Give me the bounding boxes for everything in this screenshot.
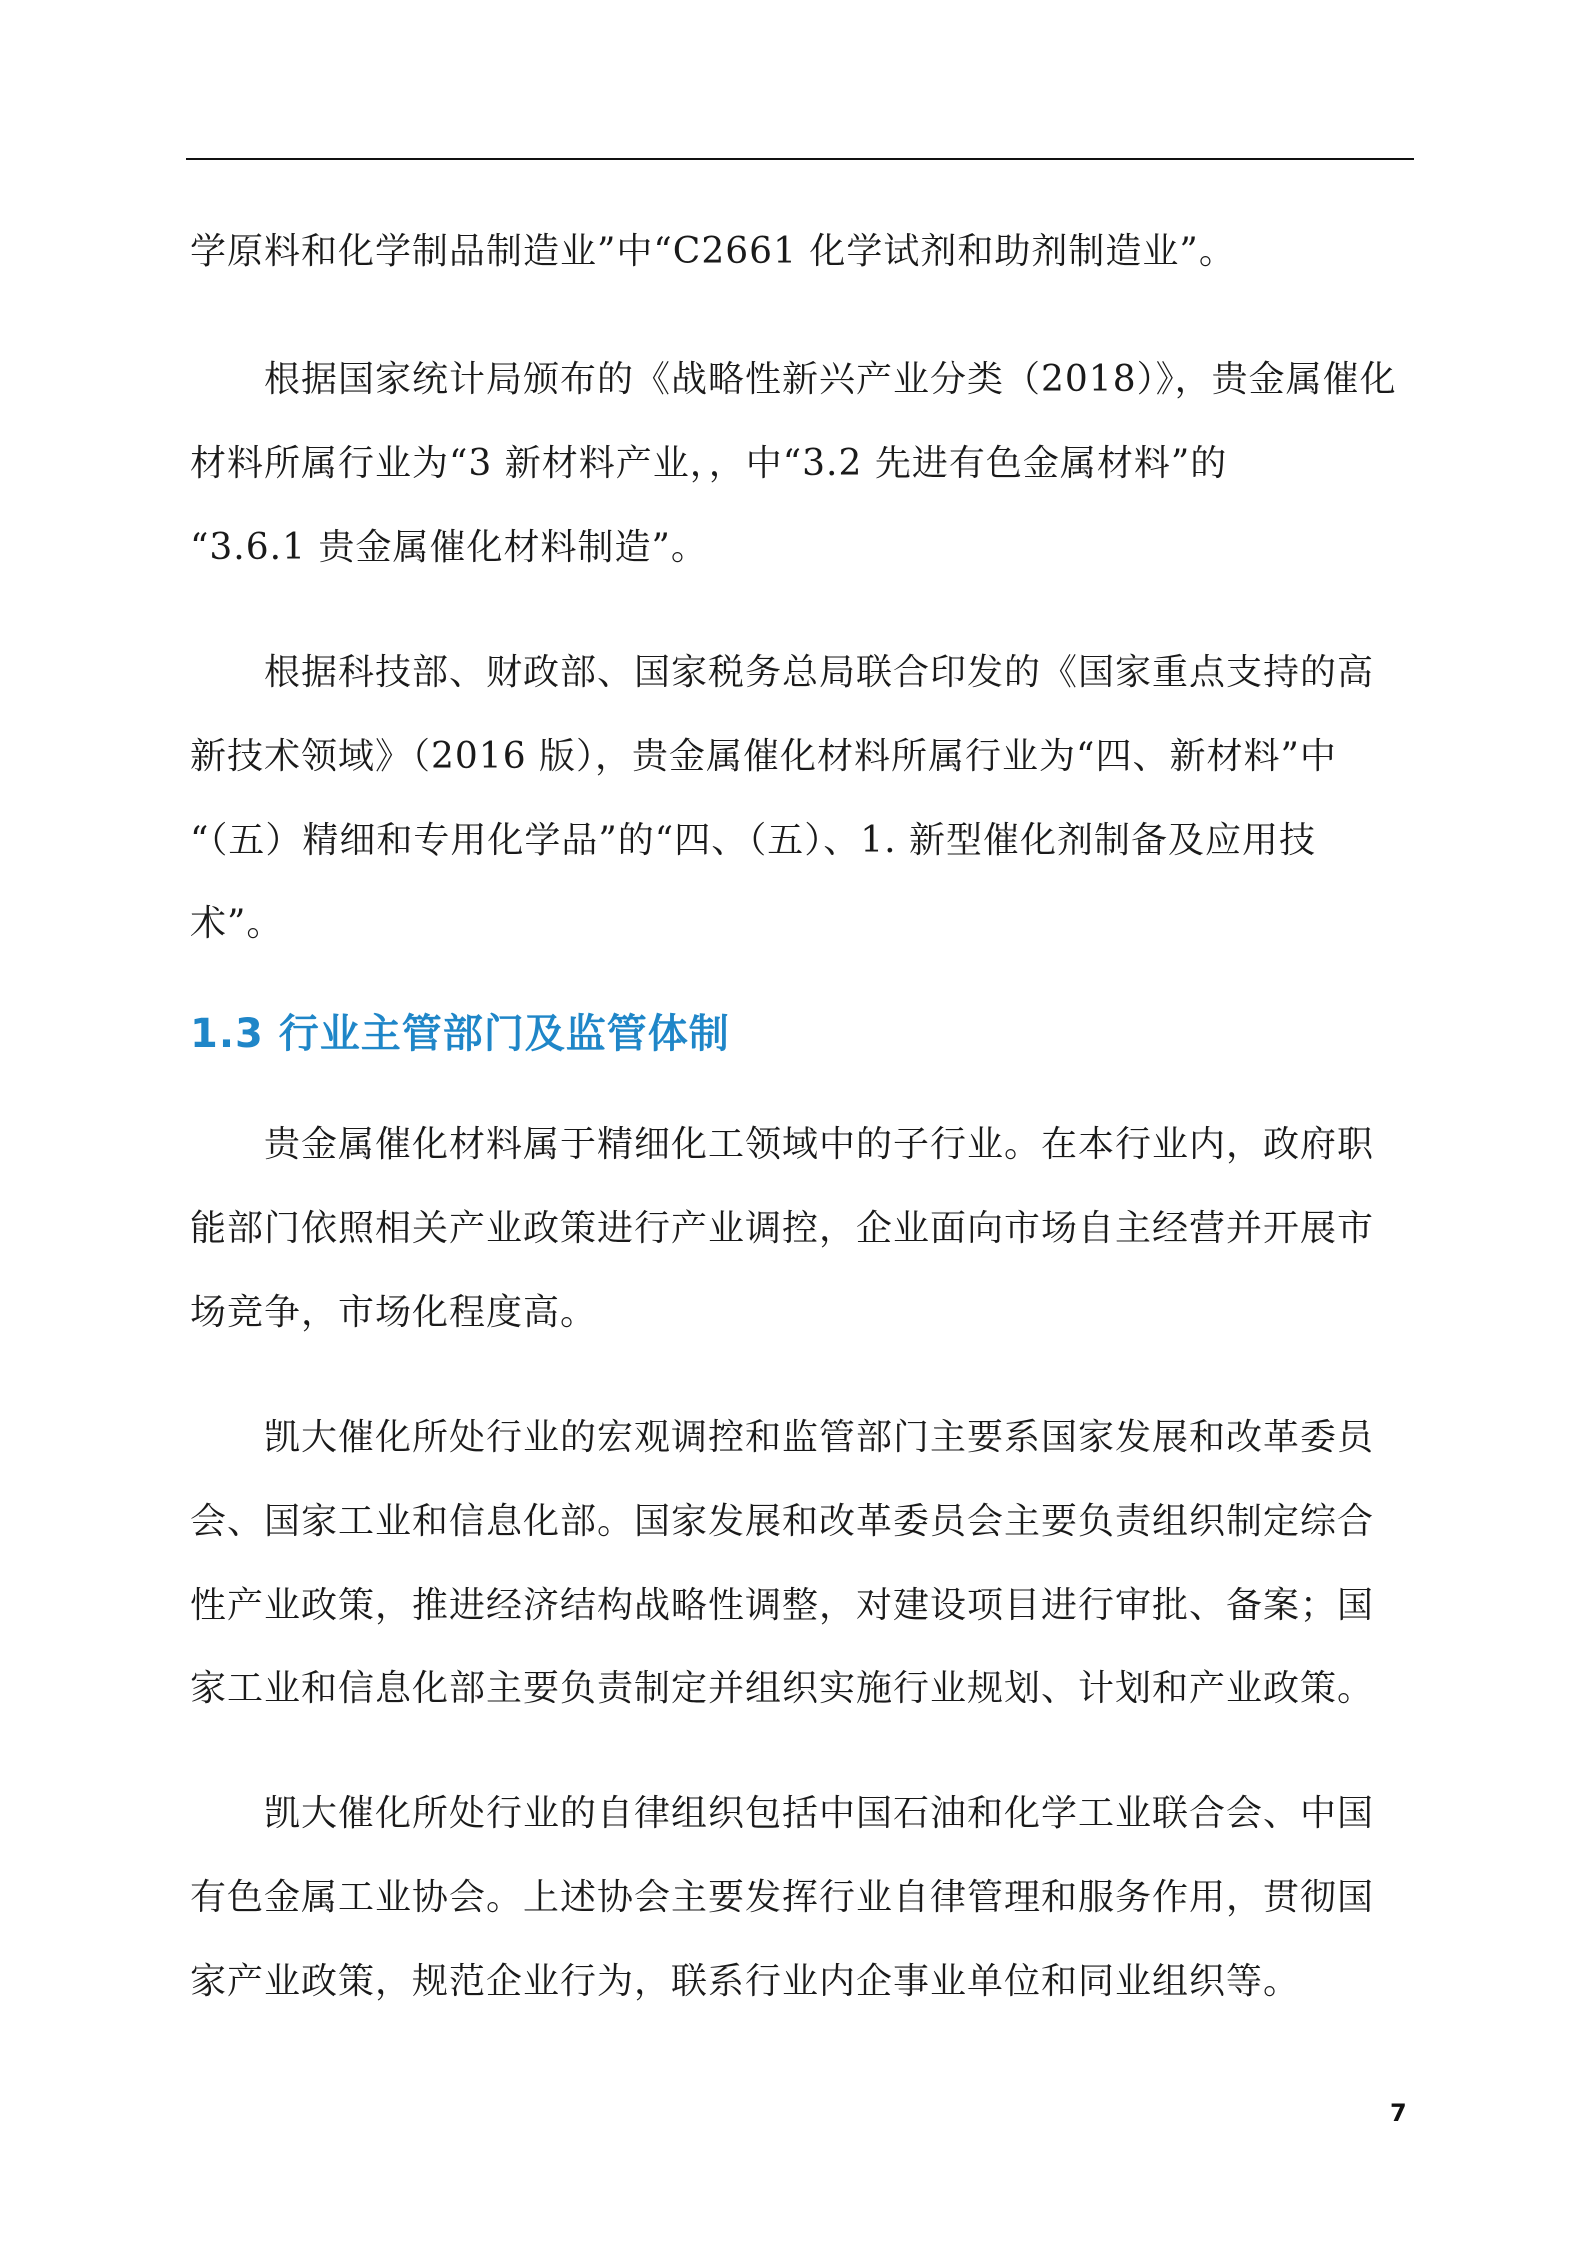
paragraph-line: 根据国家统计局颁布的《战略性新兴产业分类（2018）》，贵金属催化	[264, 359, 1397, 400]
header-divider	[186, 158, 1414, 160]
page-number: 7	[1390, 2099, 1407, 2127]
paragraph-line: 性产业政策，推进经济结构战略性调整，对建设项目进行审批、备案；国	[190, 1585, 1375, 1626]
paragraph-line: 术”。	[190, 903, 284, 944]
paragraph-line: 新技术领域》（2016 版），贵金属催化材料所属行业为“四、新材料”中	[190, 736, 1337, 777]
paragraph-line: 会、国家工业和信息化部。国家发展和改革委员会主要负责组织制定综合	[190, 1501, 1375, 1542]
paragraph-line: 场竞争，市场化程度高。	[190, 1292, 598, 1333]
section-heading: 1.3 行业主管部门及监管体制	[190, 1011, 730, 1057]
paragraph-line: 学原料和化学制品制造业”中“C2661 化学试剂和助剂制造业”。	[190, 231, 1236, 272]
paragraph-line: 家工业和信息化部主要负责制定并组织实施行业规划、计划和产业政策。	[190, 1668, 1375, 1709]
paragraph-line: 根据科技部、财政部、国家税务总局联合印发的《国家重点支持的高	[264, 652, 1375, 693]
paragraph-line: 有色金属工业协会。上述协会主要发挥行业自律管理和服务作用，贯彻国	[190, 1877, 1375, 1918]
paragraph-line: 凯大催化所处行业的自律组织包括中国石油和化学工业联合会、中国	[264, 1793, 1375, 1834]
paragraph-line: “3.6.1 贵金属催化材料制造”。	[190, 527, 708, 568]
paragraph-line: “（五）精细和专用化学品”的“四、（五）、1. 新型催化剂制备及应用技	[190, 820, 1317, 861]
paragraph-line: 贵金属催化材料属于精细化工领域中的子行业。在本行业内，政府职	[264, 1124, 1375, 1165]
paragraph-line: 凯大催化所处行业的宏观调控和监管部门主要系国家发展和改革委员	[264, 1417, 1375, 1458]
paragraph-line: 家产业政策，规范企业行为，联系行业内企事业单位和同业组织等。	[190, 1961, 1301, 2002]
paragraph-line: 能部门依照相关产业政策进行产业调控，企业面向市场自主经营并开展市	[190, 1208, 1375, 1249]
paragraph-line: 材料所属行业为“3 新材料产业，，中“3.2 先进有色金属材料”的	[190, 443, 1228, 484]
